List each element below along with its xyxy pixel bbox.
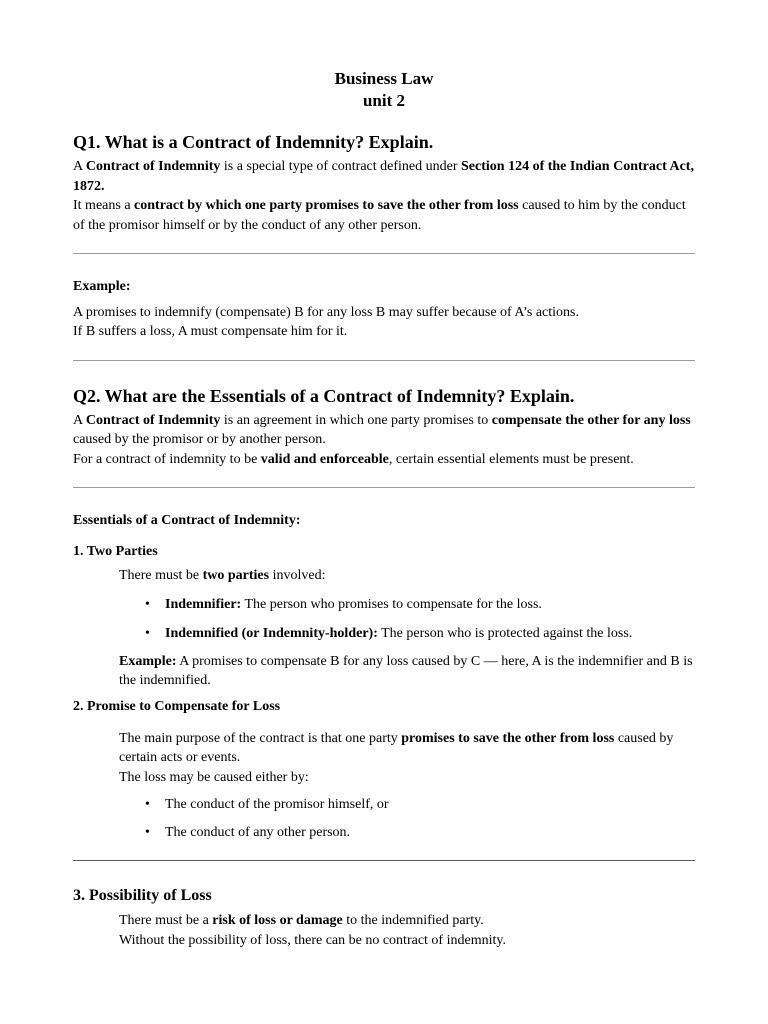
list-item: • Indemnifier: The person who promises to compensate for the loss.	[145, 596, 542, 612]
bullet-icon: •	[145, 825, 150, 840]
essential-2-list	[73, 795, 695, 842]
bullet-icon: •	[145, 625, 150, 641]
q2-validity: For a contract of indemnity to be valid and enforceable, certain essential elements must be present.	[73, 451, 634, 467]
essential-2-heading: 2. Promise to Compensate for Loss	[73, 698, 281, 714]
document-subtitle: unit 2	[362, 91, 406, 110]
q1-heading: Q1. What is a Contract of Indemnity? Explain.	[73, 132, 434, 152]
q1-example-line: If B suffers a loss, A must compensate him for it.	[73, 324, 348, 339]
divider	[73, 360, 695, 361]
q1-definition: A Contract of Indemnity is a special type of contract defined under Section 124 of the Indian Contract Act, 1872.	[73, 159, 694, 194]
divider	[73, 487, 695, 488]
list-item: • The conduct of the promisor himself, or	[145, 797, 389, 812]
essential-2-cause: The loss may be caused either by:	[119, 769, 309, 785]
divider	[73, 253, 695, 254]
essential-2-purpose: The main purpose of the contract is that one party promises to save the other from loss caused by certain acts or events.	[119, 730, 674, 765]
essential-3-heading: 3. Possibility of Loss	[73, 887, 212, 904]
q2-heading: Q2. What are the Essentials of a Contract of Indemnity? Explain.	[73, 385, 575, 406]
essential-1-heading: 1. Two Parties	[73, 544, 158, 559]
list-item: • Indemnified (or Indemnity-holder): The person who is protected against the loss.	[145, 625, 633, 641]
essentials-heading: Essentials of a Contract of Indemnity:	[73, 513, 301, 528]
document-page	[73, 68, 695, 950]
divider	[73, 860, 695, 861]
essential-1-example: Example: A promises to compensate B for any loss caused by C — here, A is the indemnifier and B is the indemnified.	[119, 653, 693, 688]
q1-meaning: It means a contract by which one party promises to save the other from loss caused to him by the conduct of the promisor himself or by the conduct of any other person.	[73, 198, 686, 233]
q1-example-line: A promises to indemnify (compensate) B for any loss B may suffer because of A’s actions.	[73, 304, 579, 320]
essential-1-list	[73, 595, 695, 643]
bullet-icon: •	[145, 596, 150, 612]
q2-definition: A Contract of Indemnity is an agreement in which one party promises to compensate the other for any loss caused by the promisor or by another person.	[73, 412, 691, 447]
list-item: • The conduct of any other person.	[145, 825, 351, 840]
essential-3-risk: There must be a risk of loss or damage to the indemnified party.	[119, 913, 484, 928]
essential-1-intro: There must be two parties involved:	[119, 568, 326, 583]
essential-3-note: Without the possibility of loss, there can be no contract of indemnity.	[119, 932, 506, 948]
document-title: Business Law	[334, 69, 434, 88]
bullet-icon: •	[145, 797, 150, 812]
q1-example-label: Example:	[73, 279, 131, 294]
